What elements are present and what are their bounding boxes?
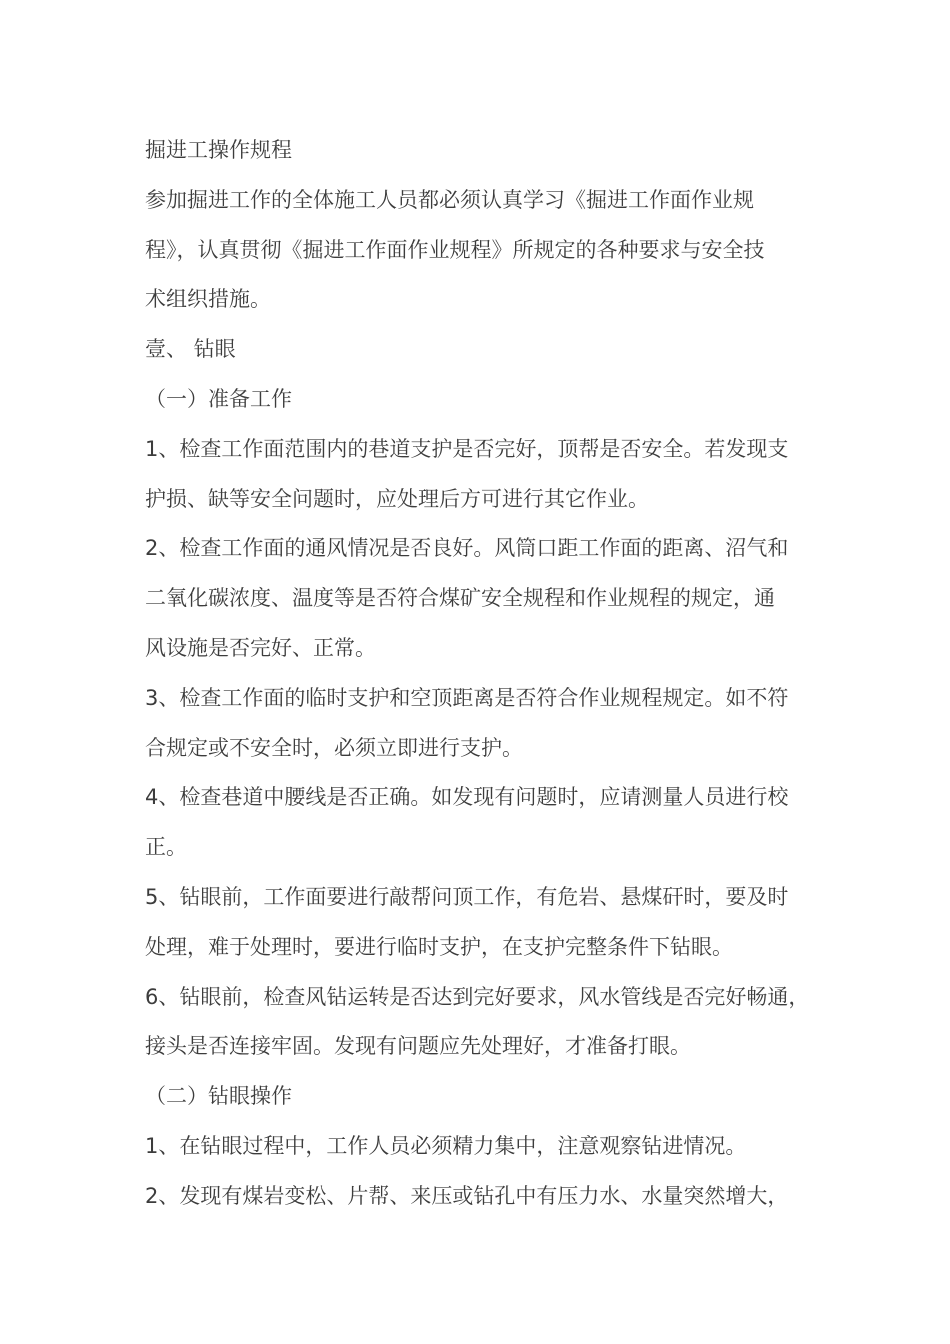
prep-item-1: 1、检查工作面范围内的巷道支护是否完好，顶帮是否安全。若发现支 bbox=[145, 436, 789, 461]
drill-item-2: 2、发现有煤岩变松、片帮、来压或钻孔中有压力水、水量突然增大， bbox=[145, 1183, 789, 1208]
document-title: 掘进工操作规程 bbox=[145, 138, 292, 162]
prep-item-5: 5、钻眼前，工作面要进行敲帮问顶工作，有危岩、悬煤矸时，要及时 bbox=[145, 884, 789, 909]
prep-item-1-cont: 护损、缺等安全问题时，应处理后方可进行其它作业。 bbox=[145, 486, 649, 511]
intro-paragraph-line: 程》，认真贯彻《掘进工作面作业规程》所规定的各种要求与安全技 bbox=[145, 237, 765, 262]
subsection-heading-drilling-operation: （二）钻眼操作 bbox=[145, 1084, 292, 1109]
subsection-heading-preparation: （一）准备工作 bbox=[145, 386, 292, 411]
prep-item-4: 4、检查巷道中腰线是否正确。如发现有问题时，应请测量人员进行校 bbox=[145, 785, 789, 810]
document-page bbox=[145, 135, 845, 1231]
prep-item-3: 3、检查工作面的临时支护和空顶距离是否符合作业规程规定。如不符 bbox=[145, 685, 789, 710]
prep-item-2-cont: 风设施是否完好、正常。 bbox=[145, 635, 376, 660]
prep-item-4-cont: 正。 bbox=[145, 835, 187, 860]
prep-item-3-cont: 合规定或不安全时，必须立即进行支护。 bbox=[145, 735, 523, 760]
prep-item-2-cont: 二氧化碳浓度、温度等是否符合煤矿安全规程和作业规程的规定，通 bbox=[145, 586, 775, 611]
prep-item-5-cont: 处理，难于处理时，要进行临时支护，在支护完整条件下钻眼。 bbox=[145, 934, 733, 959]
prep-item-6-cont: 接头是否连接牢固。发现有问题应先处理好，才准备打眼。 bbox=[145, 1034, 691, 1059]
section-heading-drilling: 壹、 钻眼 bbox=[145, 337, 236, 362]
drill-item-1: 1、在钻眼过程中，工作人员必须精力集中，注意观察钻进情况。 bbox=[145, 1133, 747, 1158]
intro-paragraph-line: 术组织措施。 bbox=[145, 287, 271, 312]
prep-item-6: 6、钻眼前，检查风钻运转是否达到完好要求，风水管线是否完好畅通， bbox=[145, 984, 810, 1009]
prep-item-2: 2、检查工作面的通风情况是否良好。风筒口距工作面的距离、沼气和 bbox=[145, 536, 789, 561]
intro-paragraph-line: 参加掘进工作的全体施工人员都必须认真学习《掘进工作面作业规 bbox=[145, 187, 754, 212]
